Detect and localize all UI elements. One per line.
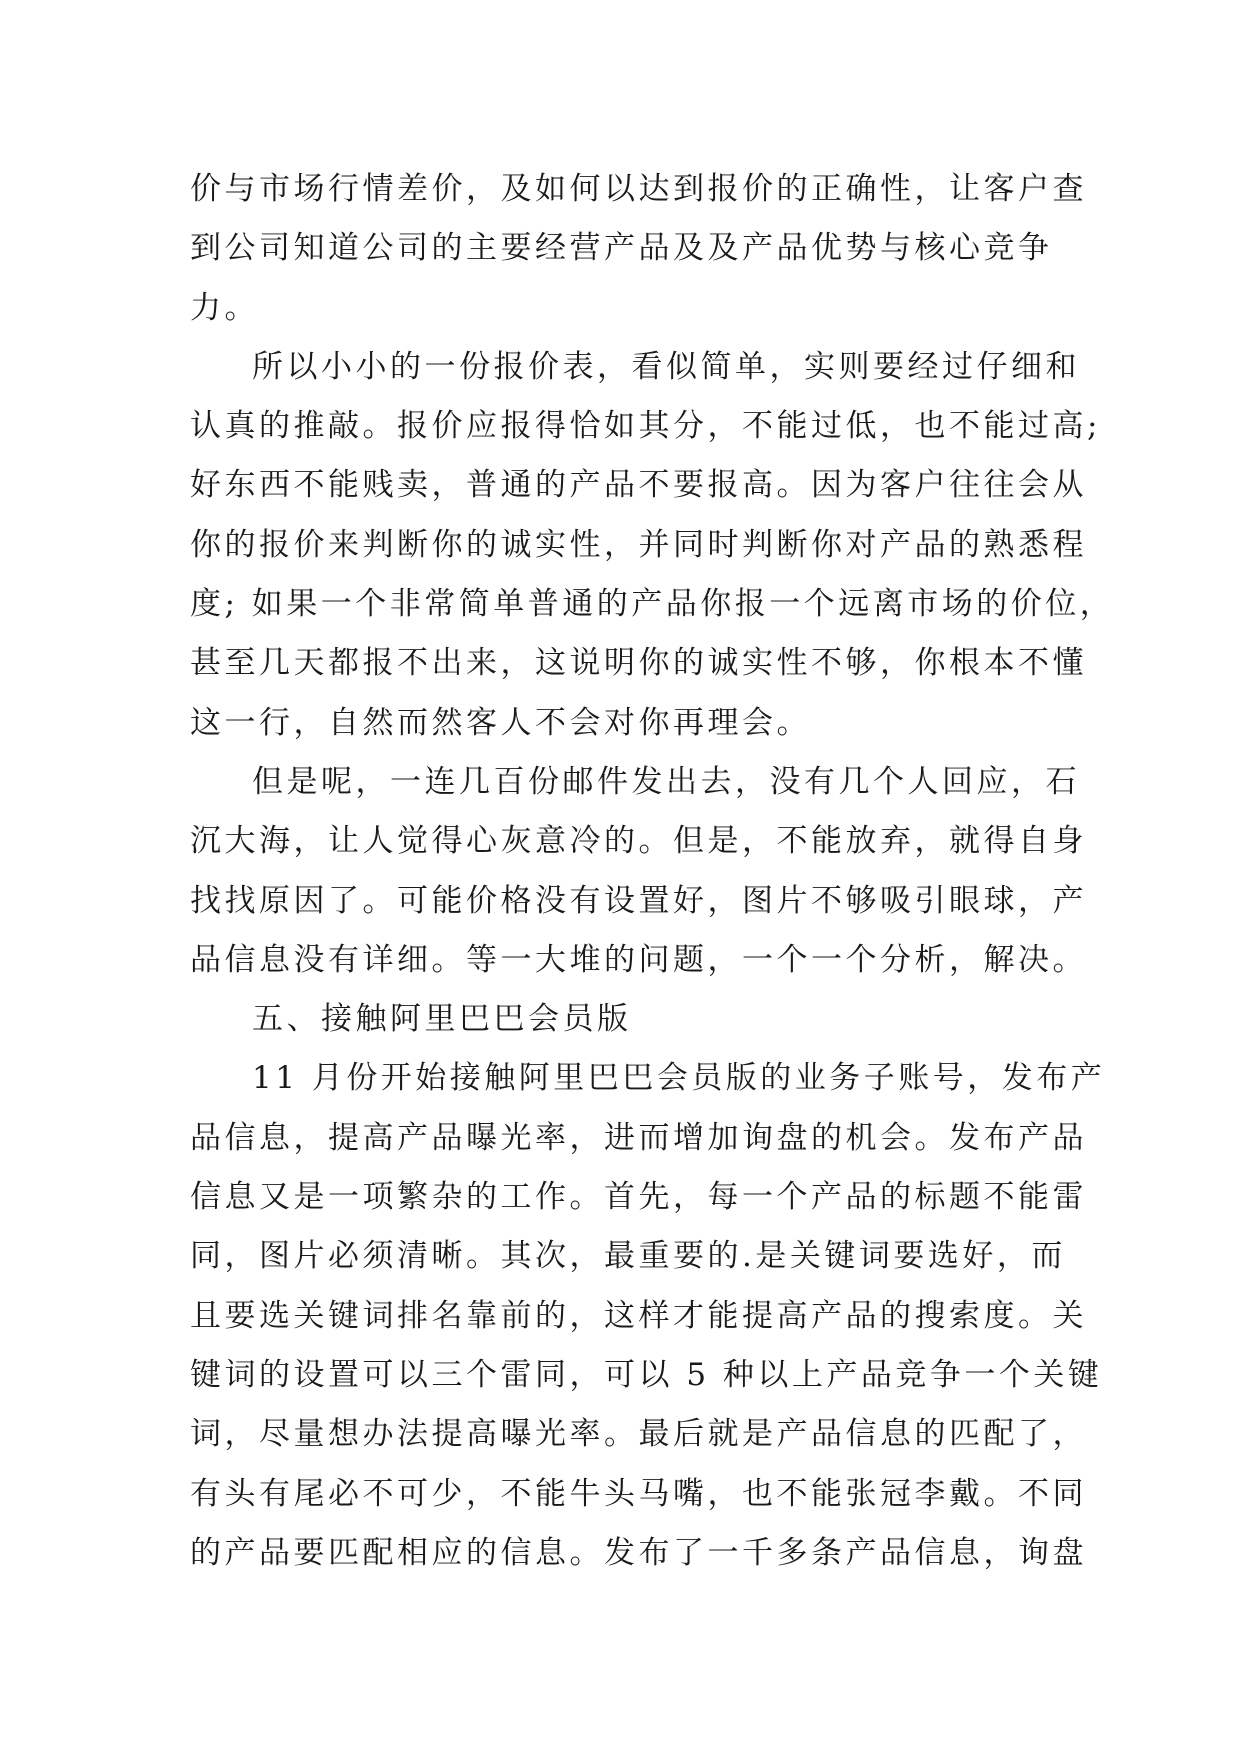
text-line: 的产品要匹配相应的信息。发布了一千多条产品信息，询盘 (190, 1534, 1087, 1571)
text-line: 品信息，提高产品曝光率，进而增加询盘的机会。发布产品 (190, 1119, 1087, 1156)
text-line: 你的报价来判断你的诚实性，并同时判断你对产品的熟悉程 (190, 526, 1087, 563)
text-line: 甚至几天都报不出来，这说明你的诚实性不够，你根本不懂 (190, 645, 1087, 682)
text-line: 这一行，自然而然客人不会对你再理会。 (190, 704, 811, 741)
text-line: 11 月份开始接触阿里巴巴会员版的业务子账号，发布产 (252, 1060, 1106, 1097)
text-line: 好东西不能贱卖，普通的产品不要报高。因为客户往往会从 (190, 467, 1087, 504)
text-line: 品信息没有详细。等一大堆的问题，一个一个分析，解决。 (190, 941, 1087, 978)
text-line: 价与市场行情差价，及如何以达到报价的正确性，让客户查 (190, 171, 1087, 207)
document-body (190, 160, 1115, 1583)
text-line: 信息又是一项繁杂的工作。首先，每一个产品的标题不能雷 (190, 1179, 1087, 1216)
text-line: 认真的推敲。报价应报得恰如其分，不能过低，也不能过高; (190, 408, 1101, 445)
text-line: 且要选关键词排名靠前的，这样才能提高产品的搜索度。关 (190, 1297, 1087, 1334)
text-line: 度; 如果一个非常简单普通的产品你报一个远离市场的价位， (190, 586, 1115, 623)
text-line: 找找原因了。可能价格没有设置好，图片不够吸引眼球，产 (190, 882, 1087, 919)
text-line: 沉大海，让人觉得心灰意冷的。但是，不能放弃，就得自身 (190, 823, 1087, 860)
text-line: 同，图片必须清晰。其次，最重要的.是关键词要选好，而 (190, 1238, 1066, 1275)
text-line: 力。 (190, 289, 259, 326)
text-line: 词，尽量想办法提高曝光率。最后就是产品信息的匹配了， (190, 1416, 1087, 1453)
section-heading: 五、接触阿里巴巴会员版 (252, 1001, 632, 1038)
text-line: 但是呢，一连几百份邮件发出去，没有几个人回应，石 (252, 763, 1080, 800)
text-line: 键词的设置可以三个雷同，可以 5 种以上产品竞争一个关键 (190, 1356, 1103, 1393)
text-line: 到公司知道公司的主要经营产品及及产品优势与核心竞争 (190, 230, 1053, 267)
text-line: 所以小小的一份报价表，看似简单，实则要经过仔细和 (252, 348, 1080, 385)
text-line: 有头有尾必不可少，不能牛头马嘴，也不能张冠李戴。不同 (190, 1475, 1087, 1512)
